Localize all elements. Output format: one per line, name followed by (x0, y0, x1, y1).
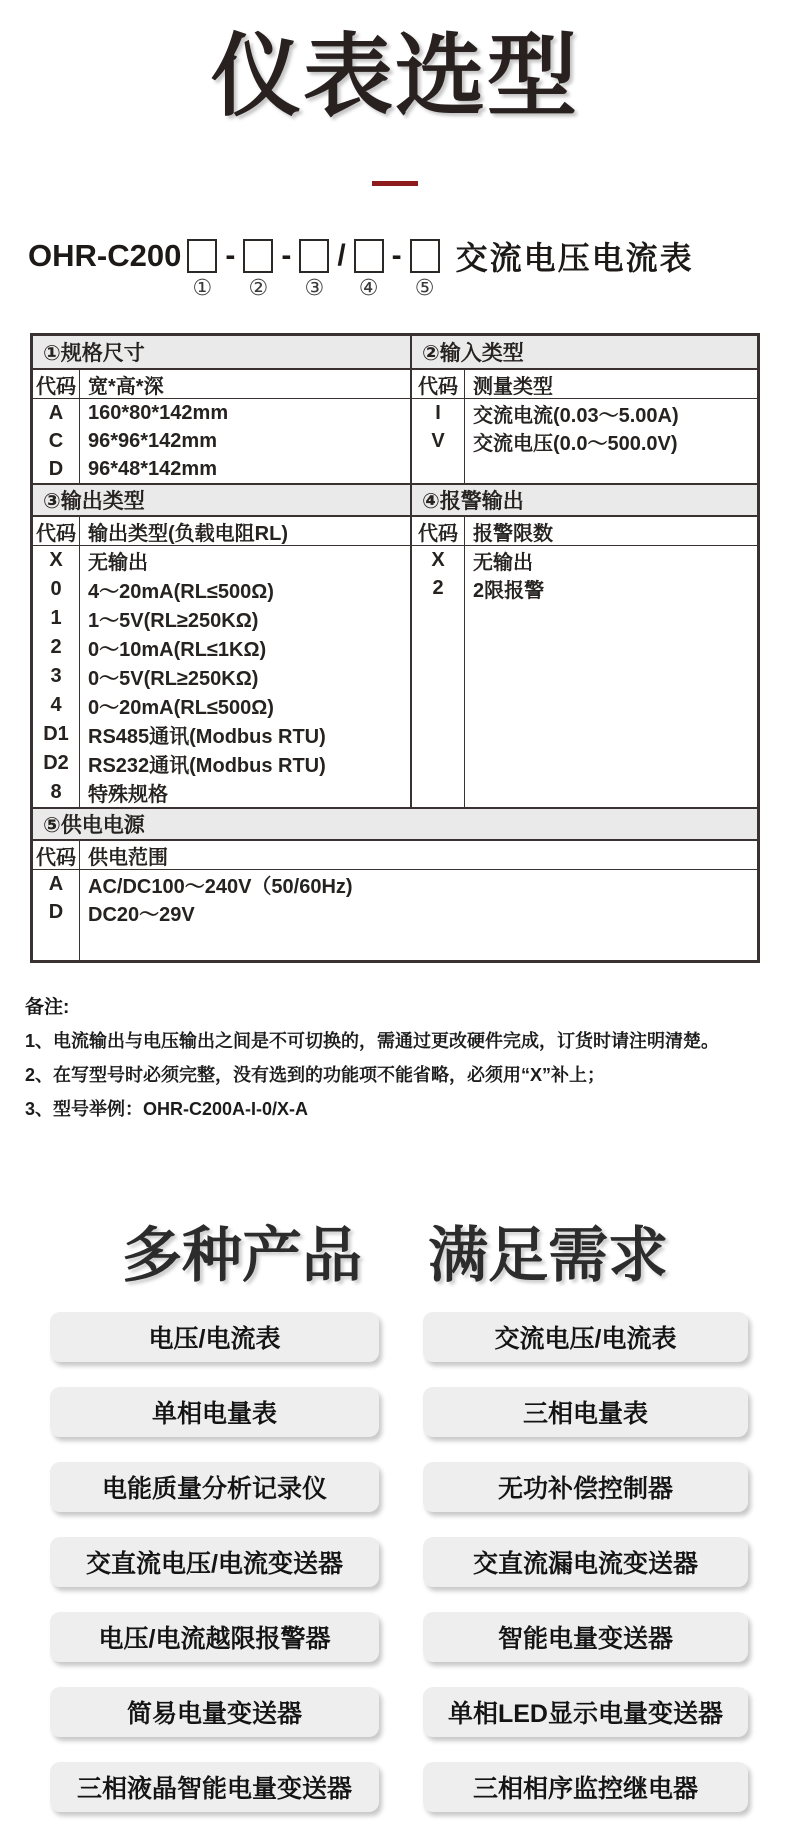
model-prefix: OHR-C200 (28, 238, 182, 273)
model-separator: / (337, 239, 346, 272)
table-row: 代码 供电范围 (33, 841, 757, 870)
input-column (412, 370, 757, 483)
product-button-limit-alarm[interactable]: 电压/电流越限报警器 (50, 1612, 379, 1662)
table-row: 2 2限报警 (412, 574, 757, 602)
table-row: D2 RS232通讯(Modbus RTU) (33, 749, 410, 778)
product-button-phase-sequence-relay[interactable]: 三相相序监控继电器 (423, 1762, 748, 1812)
products-heading (0, 1208, 790, 1294)
table-row: 4 0～20mA(RL≤500Ω) (33, 691, 410, 720)
table-row: 2 0～10mA(RL≤1KΩ) (33, 633, 410, 662)
note-item-2: 2、在写型号时必须完整，没有选到的功能项不能省略，必须用“X”补上； (25, 1065, 606, 1085)
model-slot-2 (243, 239, 273, 300)
model-slot-5 (410, 239, 440, 300)
table-row: I 交流电流(0.03～5.00A) (412, 399, 757, 427)
product-button-power-quality-recorder[interactable]: 电能质量分析记录仪 (50, 1462, 379, 1512)
product-button-single-phase-led-transmitter[interactable]: 单相LED显示电量变送器 (423, 1687, 748, 1737)
spec-column (33, 370, 412, 483)
position-marker-3: ③ (304, 275, 325, 300)
table-area-2 (33, 517, 757, 807)
products-heading-right: 满足需求 (428, 1222, 668, 1289)
model-separator: - (281, 239, 292, 272)
model-code-line (28, 233, 694, 300)
product-button-simple-power-transmitter[interactable]: 简易电量变送器 (50, 1687, 379, 1737)
product-button-reactive-compensation-controller[interactable]: 无功补偿控制器 (423, 1462, 748, 1512)
model-slot-1 (187, 239, 217, 300)
position-marker-1: ① (192, 275, 213, 300)
page-title: 仪表选型 (211, 27, 579, 127)
table-row: D DC20～29V (33, 898, 757, 926)
table-row: C 96*96*142mm (33, 427, 410, 455)
section-header-input: ②输入类型 (422, 342, 524, 365)
table-row: X 无输出 (33, 546, 410, 575)
product-button-ac-voltage-current-meter[interactable]: 交流电压/电流表 (423, 1312, 748, 1362)
position-marker-4: ④ (358, 275, 379, 300)
table-row: X 无输出 (412, 546, 757, 574)
model-slot-3 (299, 239, 329, 300)
table-band-2 (33, 483, 757, 517)
product-button-voltage-current-meter[interactable]: 电压/电流表 (50, 1312, 379, 1362)
output-column (33, 517, 412, 807)
products-heading-left: 多种产品 (122, 1222, 362, 1289)
table-row: 8 特殊规格 (33, 778, 410, 807)
product-button-three-phase-lcd-transmitter[interactable]: 三相液晶智能电量变送器 (50, 1762, 379, 1812)
alarm-column (412, 517, 757, 807)
table-row: 代码 测量类型 (412, 370, 757, 399)
table-row: 1 1～5V(RL≥250KΩ) (33, 604, 410, 633)
section-header-power: ⑤供电电源 (43, 814, 145, 837)
model-slot-4 (354, 239, 384, 300)
selection-table (30, 333, 760, 963)
table-row: 代码 报警限数 (412, 517, 757, 546)
product-button-smart-power-transmitter[interactable]: 智能电量变送器 (423, 1612, 748, 1662)
section-header-spec: ①规格尺寸 (33, 336, 412, 368)
product-button-three-phase-meter[interactable]: 三相电量表 (423, 1387, 748, 1437)
table-row: V 交流电压(0.0～500.0V) (412, 427, 757, 455)
table-area-3 (33, 841, 757, 960)
table-row-empty (412, 602, 757, 807)
notes-label: 备注: (25, 997, 70, 1018)
model-separator: - (225, 239, 236, 272)
table-row-empty (412, 455, 757, 483)
table-row: 3 0～5V(RL≥250KΩ) (33, 662, 410, 691)
table-band-3 (33, 807, 757, 841)
notes-section (25, 992, 765, 1133)
table-area-1 (33, 370, 757, 483)
table-row: A AC/DC100～240V（50/60Hz) (33, 870, 757, 898)
table-band-1 (33, 336, 757, 370)
product-button-acdc-leakage-transmitter[interactable]: 交直流漏电流变送器 (423, 1537, 748, 1587)
products-grid (50, 1312, 748, 1812)
table-row: A 160*80*142mm (33, 399, 410, 427)
note-item-3: 3、型号举例：OHR-C200A-I-0/X-A (25, 1099, 309, 1119)
product-button-single-phase-meter[interactable]: 单相电量表 (50, 1387, 379, 1437)
table-row: 代码 宽*高*深 (33, 370, 410, 399)
product-button-acdc-voltage-current-transmitter[interactable]: 交直流电压/电流变送器 (50, 1537, 379, 1587)
model-suffix: 交流电压电流表 (455, 240, 694, 276)
table-row: 0 4～20mA(RL≤500Ω) (33, 575, 410, 604)
position-marker-5: ⑤ (414, 275, 435, 300)
position-marker-2: ② (248, 275, 269, 300)
table-row: 代码 输出类型(负载电阻RL) (33, 517, 410, 546)
power-column (33, 841, 757, 960)
table-row: D1 RS485通讯(Modbus RTU) (33, 720, 410, 749)
note-item-1: 1、电流输出与电压输出之间是不可切换的，需通过更改硬件完成，订货时请注明清楚。 (25, 1031, 720, 1051)
red-divider (372, 181, 418, 186)
table-row-empty (33, 926, 757, 960)
model-separator: - (391, 239, 402, 272)
section-header-alarm: ④报警输出 (422, 490, 524, 513)
table-row: D 96*48*142mm (33, 455, 410, 483)
section-header-output: ③输出类型 (33, 485, 412, 515)
